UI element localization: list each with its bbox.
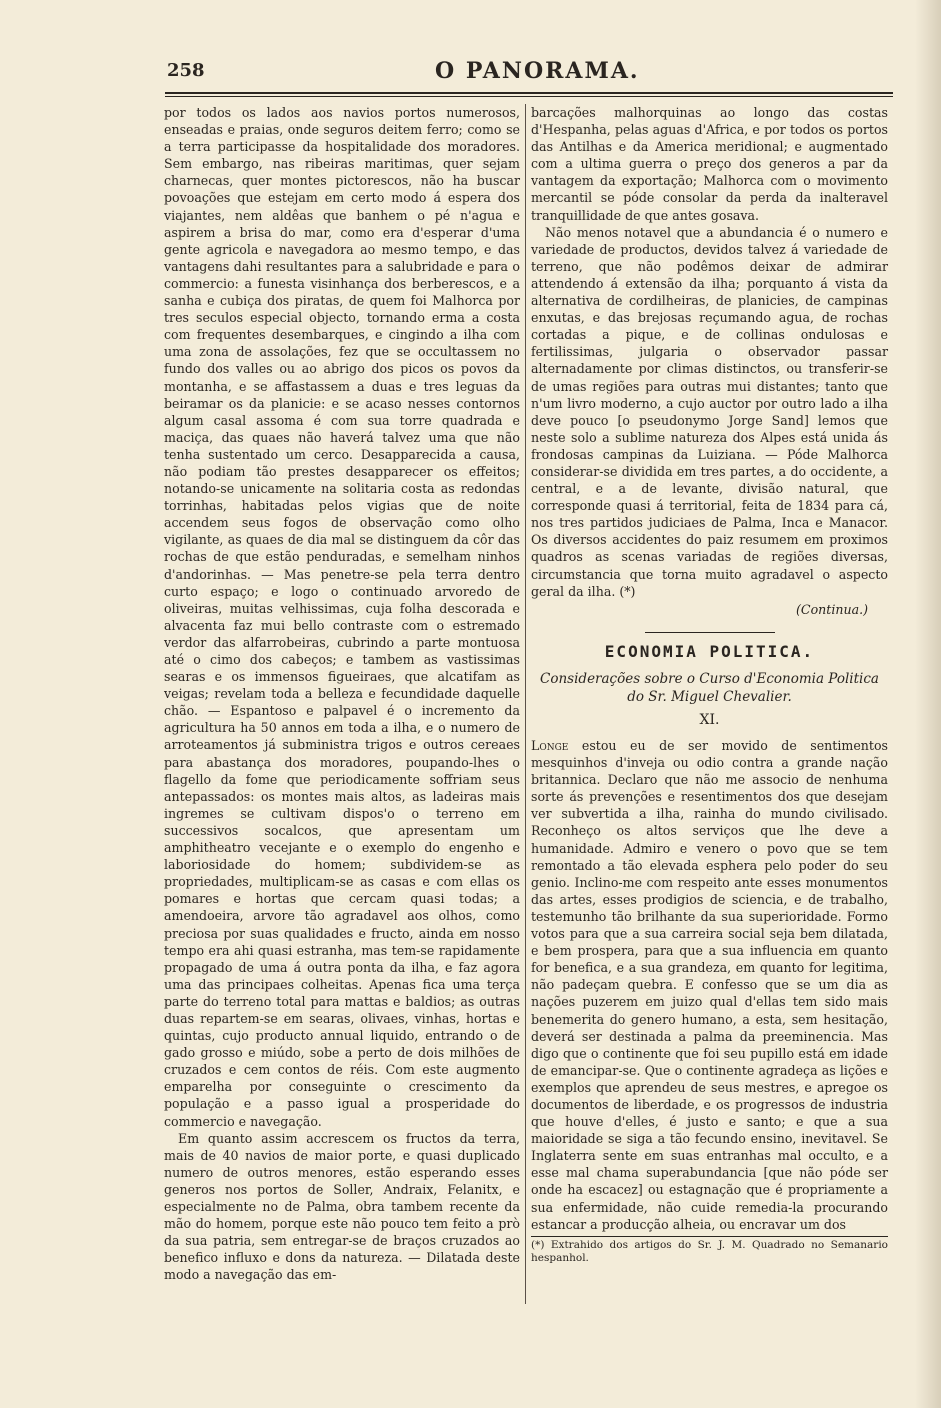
left-paragraph-2: Em quanto assim accrescem os fructos da terra, mais de 40 navios de maior porte, e quasi duplicado numero de outros menores, estão esperando esses generos nos portos de Soller, Andraix, Felanitx, e especialmente no de Palma, obra tambem recente da mão do homem, porque este não pouco tem feito a prò da sua patria, sem entregar-se de braços cruzados ao benefico influxo e dons da natureza. — Dilatada deste modo a navegação das em- [164,1130,520,1283]
section-title: ECONOMIA POLITICA. [604,641,815,661]
right-column [531,104,888,1265]
header-rule-thin [165,96,893,97]
right-paragraph-2: Não menos notavel que a abundancia é o numero e variedade de productos, devidos talvez á variedade de terreno, que não podêmos deixar de admirar attendendo á extensão da ilha; porquanto á vista da alternativa de cordilheiras, de planicies, de campinas enxutas, e das brejosas reçumando agua, de rochas cortadas a pique, e de collinas ondulosas e fertilissimas, julgaria o observador passar alternadamente por climas distinctos, ou transferir-se de umas regiões para outras mui distantes; tanto que n'um livro moderno, a cujo auctor por outro lado a ilha deve pouco [o pseudonymo Jorge Sand] lemos que neste solo a sublime natureza dos Alpes está unida ás frondosas campinas da Luiziana. — Póde Malhorca considerar-se dividida em tres partes, a do occidente, a central, e a de levante, divisão natural, que corresponde quasi á territorial, feita de 1834 para cá, nos tres partidos judiciaes de Palma, Inca e Manacor. Os diversos accidentes do paiz resumem em proximos quadros as scenas variadas de regiões diversas, circumstancia que torna muito agradavel o aspecto geral da ilha. (*) [531,224,888,599]
left-paragraph-1: por todos os lados aos navios portos numerosos, enseadas e praias, onde seguros deitem ferro; como se a terra participasse da hospitalidade dos moradores. Sem embargo, nas ribeiras maritimas, quer sejam charnecas, quer montes pictorescos, não ha buscar povoações que estejam em certo modo á espera dos viajantes, nem aldêas que banhem o pé n'agua e aspirem a brisa do mar, como era d'esperar d'uma gente agricola e navegadora ao mesmo tempo, e das vantagens dahi resultantes para a salubridade e para o commercio: a funesta visinhança dos berberescos, e a sanha e cubiça dos piratas, de quem foi Malhorca por tres seculos especial objecto, tornando erma a costa com frequentes desembarques, e cingindo a ilha com uma zona de assolações, fez que se occultassem no fundo dos valles ou ao abrigo dos picos os povos da montanha, e se affastassem a duas e tres leguas da beiramar os da planicie: e se acaso nesses contornos algum casal assoma é com sua torre quadrada e maciça, das quaes não haverá talvez uma que não tenha sustentado um cerco. Desapparecida a causa, não podiam tão prestes desapparecer os effeitos; notando-se unicamente na solitaria costa as redondas torrinhas, habitadas pelos vigias que de noite accendem seus fogos de observação como olho vigilante, as quaes de dia mal se distinguem da côr das rochas de que estão penduradas, e semelham ninhos d'andorinhas. — Mas penetre-se pela terra dentro curto espaço; e logo o continuado arvoredo de oliveiras, muitas velhissimas, cuja folha descorada e alvacenta faz mui bello contraste com o estremado verdor das alfarrobeiras, cubrindo a parte montuosa até o cimo dos cabeços; e tambem as vastissimas searas e os immensos figueiraes, que alcatifam as veigas; revelam toda a belleza e fecundidade daquelle chão. — Espantoso e palpavel é o incremento da agricultura ha 50 annos em toda a ilha, e o numero de arroteamentos já subministra trigos e outros cereaes para abastança dos moradores, poupando-lhes o flagello da fome que periodicamente soffriam seus antepassados: os montes mais altos, as ladeiras mais ingremes se cultivam dispos'o o terreno em successivos socalcos, que apresentam um amphitheatro vecejante e o exemplo do engenho e laboriosidade do homem; subdividem-se as propriedades, multiplicam-se as casas e com ellas os pomares e hortas que cercam quasi todas; a amendoeira, arvore tão agradavel aos olhos, como preciosa por suas qualidades e fructo, ainda em nosso tempo era ahi quasi estranha, mas tem-se rapidamente propagado de uma á outra ponta da ilha, e faz agora uma das principaes colheitas. Apenas fica uma terça parte do terreno total para mattas e baldios; as outras duas repartem-se em searas, olivaes, vinhas, hortas e quintas, cujo producto annual liquido, entrando o de gado grosso e miúdo, sobe a perto de dois milhões de cruzados e cem contos de réis. Com este augmento emparelha por conseguinte o crescimento da população e a passo igual a prosperidade do commercio e navegação. [164,105,520,1129]
article-first-word: Longe [531,738,569,753]
page-number: 258 [167,60,205,81]
masthead-title: O PANORAMA. [435,58,640,84]
footnote-rule [531,1236,888,1237]
page-header [165,58,895,88]
column-divider [525,104,526,1304]
article-body: estou eu de ser movido de sentimentos mesquinhos d'inveja ou odio contra a grande nação britannica. Declaro que não me associo de nenhuma sorte ás prevenções e resentimentos dos que desejam ver subvertida a ilha, rainha do mundo civilisado. Reconheço os altos serviços que lhe deve a humanidade. Admiro e venero o povo que se tem remontado a tão elevada esphera pelo poder do seu genio. Inclino-me com respeito ante esses monumentos das artes, esses prodigios de sciencia, e de trabalho, testemunho tão brilhante da sua superioridade. Formo votos para que a sua carreira social seja bem dilatada, e bem prospera, para que a sua influencia em quanto for benefica, e a sua grandeza, em quanto for legitima, não padeçam quebra. E confesso que se um dia as nações puzerem em juizo qual d'ellas tem sido mais benemerita do genero humano, a esta, sem hesitação, deverá ser destinada a palma da preeminencia. Mas digo que o continente que foi seu pupillo está em idade de emancipar-se. Que o continente agradeça as lições e exemplos que aprendeu de seus mestres, e apregoe os documentos de liberdade, e os progressos de industria que houve d'elles, é justo e santo; e que a sua maioridade se siga a tão fecundo ensino, inevitavel. Se Inglaterra sente em suas entranhas mal occulto, e a esse mal chama superabundancia [que não póde ser onde ha escacez] ou estagnação que é propriamente a sua enfermidade, não cuide remedia-la procurando estancar a producção alheia, ou encravar um dos [531,738,888,1232]
page-edge-shadow [915,0,941,1408]
continua-note: (Continua.) [796,601,868,617]
article-number: XI. [699,711,720,728]
footnote: (*) Extrahido dos artigos do Sr. J. M. Quadrado no Semanario hespanhol. [531,1238,888,1264]
article-title: Considerações sobre o Curso d'Economia Politica do Sr. Miguel Chevalier. [540,670,879,705]
right-paragraph-1: barcações malhorquinas ao longo das costas d'Hespanha, pelas aguas d'Africa, e por todos os portos das Antilhas e da America meridional; e augmentado com a ultima guerra o preço dos generos a par da vantagem da exportação; Malhorca com o movimento mercantil se póde consolar da perda da inalteravel tranquillidade de que antes gosava. [531,105,888,223]
header-rule [165,92,893,94]
section-separator [645,632,775,633]
left-column [164,104,520,1283]
article-paragraph [531,737,888,1233]
